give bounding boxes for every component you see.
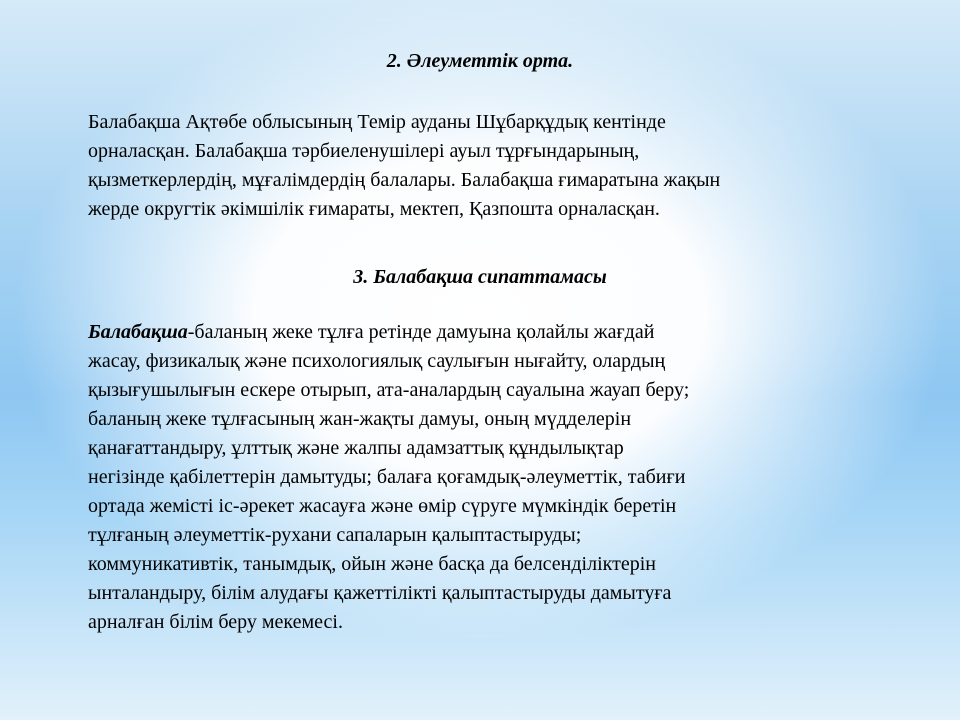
lead-line-text: -баланың жеке тұлға ретінде дамуына қолайлы жағдай (187, 321, 655, 343)
kindergarten-description-paragraph (88, 318, 689, 637)
paragraph-line: қанағаттандыру, ұлттық және жалпы адамзаттық құндылықтар (88, 437, 624, 459)
paragraph-line: жерде округтік әкімшілік ғимараты, мектеп, Қазпошта орналасқан. (88, 198, 660, 220)
lead-term: Балабақша (88, 321, 188, 343)
paragraph-line: орналасқан. Балабақша тәрбиеленушілері ауыл тұрғындарының, (88, 140, 640, 162)
social-environment-paragraph (88, 108, 720, 224)
paragraph-line: қызығушылығын ескере отырып, ата-аналардың сауалына жауап беру; (88, 379, 690, 401)
paragraph-line: арналған білім беру мекемесі. (88, 611, 343, 633)
section-heading-social-environment: 2. Әлеуметтік орта. (386, 50, 574, 72)
paragraph-line: коммуникативтік, танымдық, ойын және басқа да белсенділіктерін (88, 553, 656, 575)
paragraph-line: тұлғаның әлеуметтік-рухани сапаларын қалыптастыруды; (88, 524, 582, 546)
paragraph-line (88, 318, 689, 347)
section-heading-kindergarten-description: 3. Балабақша сипаттамасы (353, 266, 607, 288)
paragraph-line: Балабақша Ақтөбе облысының Темір ауданы Шұбарқұдық кентінде (88, 111, 666, 133)
paragraph-line: негізінде қабілеттерін дамытуды; балаға қоғамдық-әлеуметтік, табиғи (88, 466, 686, 488)
paragraph-line: ынталандыру, білім алудағы қажеттілікті қалыптастыруды дамытуға (88, 582, 672, 604)
paragraph-line: жасау, физикалық және психологиялық саулығын нығайту, олардың (88, 350, 666, 372)
paragraph-line: баланың жеке тұлғасының жан-жақты дамуы, оның мүдделерін (88, 408, 632, 430)
paragraph-line: ортада жемісті іс-әрекет жасауға және өмір сүруге мүмкіндік беретін (88, 495, 677, 517)
paragraph-line: қызметкерлердің, мұғалімдердің балалары. Балабақша ғимаратына жақын (88, 169, 721, 191)
